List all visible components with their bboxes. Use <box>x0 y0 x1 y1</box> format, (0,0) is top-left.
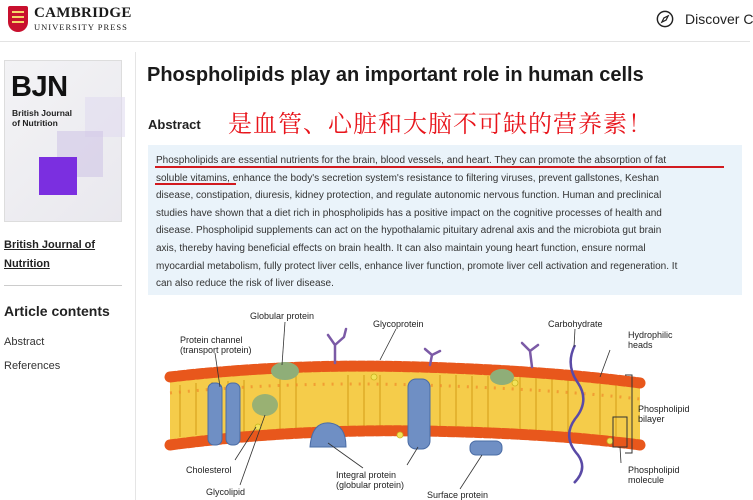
site-header <box>0 0 753 42</box>
article-title: Phospholipids play an important role in human cells <box>147 64 644 86</box>
article-contents-heading: Article contents <box>4 303 110 319</box>
abstract-text <box>156 152 740 293</box>
label-heads: heads <box>628 340 653 350</box>
abstract-line: myocardial metabolism, fully protect liver cells, enhance liver function, promote liver cell activation and regeneration. It <box>156 260 678 272</box>
label-carbohydrate: Carbohydrate <box>548 319 603 329</box>
label-globular-protein-paren: (globular protein) <box>336 480 405 490</box>
label-bilayer: bilayer <box>638 414 665 424</box>
label-transport-protein: (transport protein) <box>180 345 252 355</box>
divider <box>4 285 122 286</box>
sidebar <box>0 42 135 500</box>
nav-link-references[interactable]: References <box>4 360 61 372</box>
abstract-line: axis, thereby having beneficial effects on brain health. It can also maintain young heart function, ensure normal <box>156 242 646 254</box>
journal-cover[interactable] <box>4 60 122 222</box>
discover-label: Discover C <box>685 11 753 27</box>
cell-membrane-diagram <box>170 305 690 500</box>
label-phospholipid: Phospholipid <box>638 404 690 414</box>
cambridge-logo[interactable] <box>8 6 132 32</box>
abstract-line: disease. Phospholipid supplements can act on the hypothalamic pituitary adrenal axis and the microbiota gut brain <box>156 225 662 237</box>
label-glycolipid: Glycolipid <box>206 487 246 497</box>
abstract-line: studies have shown that a diet rich in phospholipids has a positive impact on the cognitive processes of health and <box>156 207 662 219</box>
abstract-heading: Abstract <box>148 117 201 132</box>
globular-protein <box>490 369 514 385</box>
label-integral-protein: Integral protein <box>336 470 397 480</box>
label-protein-channel: Protein channel <box>180 335 243 345</box>
cover-decoration <box>39 157 77 195</box>
cambridge-crest-icon <box>8 6 28 32</box>
cover-title: British Journal of Nutrition <box>12 108 72 128</box>
journal-link[interactable]: British Journal of Nutrition <box>4 239 96 270</box>
label-cholesterol: Cholesterol <box>186 465 232 475</box>
label-surface-protein: Surface protein <box>427 490 489 500</box>
globular-protein <box>252 394 278 416</box>
globular-protein <box>271 362 299 380</box>
logo-main: CAMBRIDGE <box>34 5 132 22</box>
label-phospholipid-molecule: Phospholipid <box>628 465 680 475</box>
nav-link-abstract[interactable]: Abstract <box>4 336 45 348</box>
abstract-line: soluble vitamins, enhance the body's secretion system's resistance to filtering viruses, prevent gallstones, Keshan <box>156 172 659 184</box>
label-globular-protein: Globular protein <box>250 311 315 321</box>
abstract-line: can also reduce the risk of liver disease. <box>156 278 334 290</box>
chinese-annotation: 是血管、心脏和大脑不可缺的营养素！ <box>228 110 653 138</box>
label-glycoprotein: Glycoprotein <box>373 319 424 329</box>
abstract-box <box>148 145 742 295</box>
divider <box>135 52 136 500</box>
cover-abbrev: BJN <box>11 71 68 103</box>
label-hydrophilic: Hydrophilic <box>628 330 673 340</box>
abstract-line: Phospholipids are essential nutrients for the brain, blood vessels, and heart. They can promote the absorption of fat <box>156 155 667 166</box>
surface-protein <box>470 441 502 455</box>
logo-text <box>34 6 132 32</box>
logo-sub: UNIVERSITY PRESS <box>34 22 128 33</box>
discover-button[interactable] <box>656 10 753 28</box>
integral-protein <box>408 379 430 449</box>
abstract-line: disease, constipation, diuresis, kidney protection, and regulate autonomic nervous function. Human and preclinical <box>156 190 662 202</box>
compass-icon <box>656 10 674 28</box>
label-molecule: molecule <box>628 475 665 485</box>
